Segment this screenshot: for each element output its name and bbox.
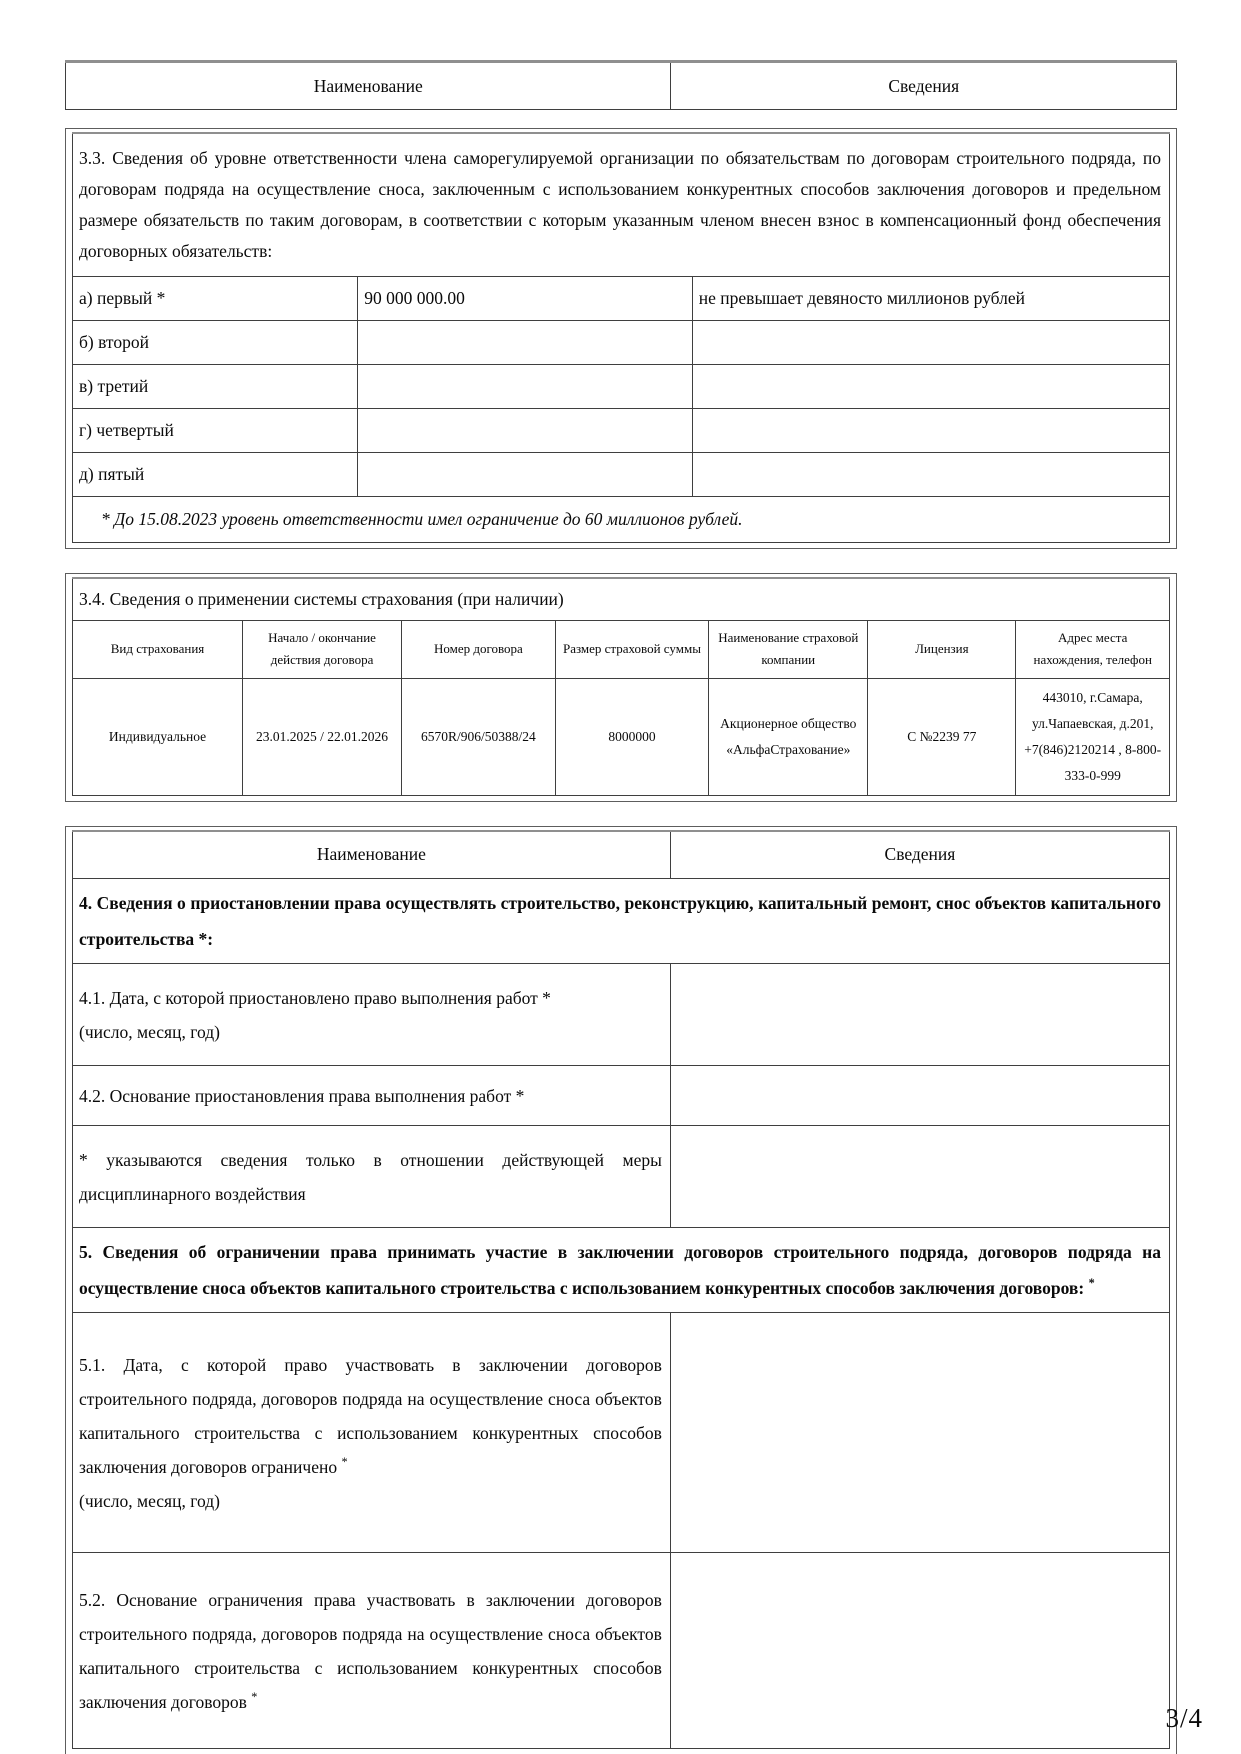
contract-number-value: 6570R/906/50388/24 — [402, 678, 556, 795]
level-d-limit — [692, 409, 1169, 453]
section-4-footnote-row — [73, 1126, 1170, 1228]
row-4-1 — [73, 964, 1170, 1066]
row-4-1-value — [670, 964, 1169, 1066]
level-c-limit — [692, 365, 1169, 409]
row-4-1-label — [73, 964, 671, 1066]
section-3-4-title-row — [73, 578, 1170, 620]
level-b-amount — [358, 321, 693, 365]
header-row — [73, 831, 1170, 879]
row-4-1-label-line2: (число, месяц, год) — [79, 1021, 220, 1042]
header-table-top — [65, 60, 1177, 110]
col-period: Начало / окончание действия договора — [243, 620, 402, 678]
section-4-title: 4. Сведения о приостановлении права осуществлять строительство, реконструкцию, капитальный ремонт, снос объектов капитального строительства *: — [73, 879, 1170, 964]
table-row — [73, 321, 1170, 365]
row-5-1 — [73, 1313, 1170, 1553]
level-a-amount: 90 000 000.00 — [358, 277, 693, 321]
insurance-table — [72, 577, 1170, 796]
row-5-1-label — [73, 1313, 671, 1553]
level-e-label: д) пятый — [73, 453, 358, 497]
row-4-2-value — [670, 1066, 1169, 1126]
row-5-1-label-line2: (число, месяц, год) — [79, 1490, 220, 1511]
spacer — [65, 802, 1177, 826]
section-3-4-box — [65, 573, 1177, 802]
level-c-amount — [358, 365, 693, 409]
level-a-limit: не превышает девяносто миллионов рублей — [692, 277, 1169, 321]
row-5-2-label-text: 5.2. Основание ограничения права участвовать в заключении договоров строительного подряда, договоров подряда на осуществление сноса объектов капитального строительства с использованием конкурентных способов заключения договоров — [79, 1589, 662, 1712]
level-a-label: а) первый * — [73, 277, 358, 321]
col-contract-number: Номер договора — [402, 620, 556, 678]
col-sum: Размер страховой суммы — [555, 620, 709, 678]
row-4-2-label: 4.2. Основание приостановления права выполнения работ * — [73, 1066, 671, 1126]
table-row — [73, 409, 1170, 453]
column-header-name: Наименование — [66, 62, 671, 110]
insurance-type-value: Индивидуальное — [73, 678, 243, 795]
level-e-limit — [692, 453, 1169, 497]
col-address: Адрес места нахождения, телефон — [1016, 620, 1170, 678]
level-d-label: г) четвертый — [73, 409, 358, 453]
table-row — [73, 453, 1170, 497]
col-company: Наименование страховой компании — [709, 620, 868, 678]
level-b-limit — [692, 321, 1169, 365]
section-3-3-footnote: * До 15.08.2023 уровень ответственности имел ограничение до 60 миллионов рублей. — [73, 497, 1170, 543]
row-5-2-value — [670, 1553, 1169, 1749]
column-header-name: Наименование — [73, 831, 671, 879]
page-number: 3/4 — [1165, 1703, 1203, 1733]
level-b-label: б) второй — [73, 321, 358, 365]
section-3-3-box — [65, 128, 1177, 549]
row-5-2 — [73, 1553, 1170, 1749]
section-3-3-table — [72, 132, 1170, 543]
row-5-2-label — [73, 1553, 671, 1749]
section-5-title-text: 5. Сведения об ограничении права принимать участие в заключении договоров строительного подряда, договоров подряда на осуществление сноса объектов капитального строительства с использованием конкурентных способов заключения договоров: — [79, 1242, 1161, 1298]
level-c-label: в) третий — [73, 365, 358, 409]
table-row — [73, 365, 1170, 409]
section-5-title — [73, 1228, 1170, 1313]
sum-value: 8000000 — [555, 678, 709, 795]
section-4-5-table — [72, 830, 1170, 1750]
col-license: Лицензия — [868, 620, 1016, 678]
license-value: С №2239 77 — [868, 678, 1016, 795]
section-4-footnote: * указываются сведения только в отношении действующей меры дисциплинарного воздействия — [73, 1126, 671, 1228]
period-value: 23.01.2025 / 22.01.2026 — [243, 678, 402, 795]
section-4-footnote-value — [670, 1126, 1169, 1228]
insurance-header-row — [73, 620, 1170, 678]
footnote-row — [73, 497, 1170, 543]
section-3-3-intro-row — [73, 133, 1170, 277]
col-insurance-type: Вид страхования — [73, 620, 243, 678]
section-3-4-title: 3.4. Сведения о применении системы страхования (при наличии) — [73, 578, 1170, 620]
spacer — [65, 110, 1177, 128]
spacer — [65, 549, 1177, 573]
row-5-1-label-text: 5.1. Дата, с которой право участвовать в заключении договоров строительного подряда, договоров подряда на осуществление сноса объектов капитального строительства с использованием конкурентных способов заключения договоров ограничено — [79, 1354, 662, 1477]
section-3-3-intro: 3.3. Сведения об уровне ответственности члена саморегулируемой организации по обязательствам по договорам строительного подряда, по договорам подряда на осуществление сноса, заключенным с использованием конкурентных способов заключения договоров и предельном размере обязательств по таким договорам, в соответствии с которым указанным членом внесен взнос в компенсационный фонд обеспечения договорных обязательств: — [73, 133, 1170, 277]
column-header-info: Сведения — [671, 62, 1177, 110]
column-header-info: Сведения — [670, 831, 1169, 879]
table-row — [73, 277, 1170, 321]
section-4-title-row — [73, 879, 1170, 964]
level-e-amount — [358, 453, 693, 497]
section-5-title-row — [73, 1228, 1170, 1313]
asterisk-superscript: * — [251, 1689, 258, 1704]
row-4-1-label-text: 4.1. Дата, с которой приостановлено право выполнения работ * — [79, 987, 551, 1008]
insurance-data-row — [73, 678, 1170, 795]
level-d-amount — [358, 409, 693, 453]
header-row — [66, 62, 1177, 110]
asterisk-superscript: * — [1088, 1276, 1095, 1291]
section-4-5-box — [65, 826, 1177, 1754]
company-value: Акционерное общество «АльфаСтрахование» — [709, 678, 868, 795]
asterisk-superscript: * — [341, 1454, 348, 1469]
row-4-2 — [73, 1066, 1170, 1126]
row-5-1-value — [670, 1313, 1169, 1553]
address-value: 443010, г.Самара, ул.Чапаевская, д.201, +7(846)2120214 , 8-800-333-0-999 — [1016, 678, 1170, 795]
